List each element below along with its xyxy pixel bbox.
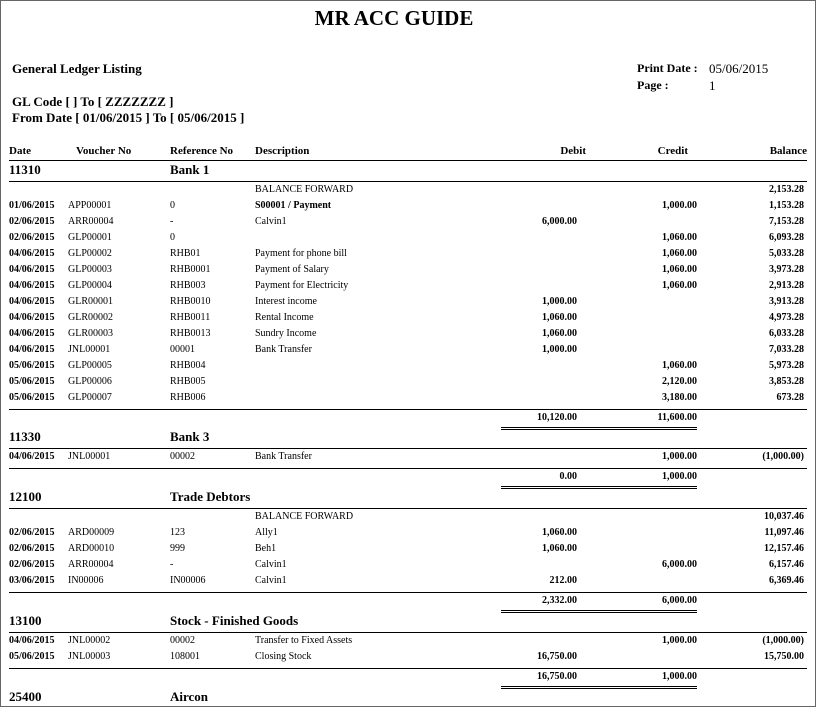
row-date: 03/06/2015 xyxy=(9,575,55,586)
row-reference: RHB0001 xyxy=(170,264,211,275)
row-description: BALANCE FORWARD xyxy=(255,511,354,522)
row-date: 05/06/2015 xyxy=(9,392,55,403)
row-date: 05/06/2015 xyxy=(9,651,55,662)
row-debit: 1,060.00 xyxy=(542,543,577,554)
table-row xyxy=(1,264,815,280)
group-code: 12100 xyxy=(9,489,42,504)
row-debit: 212.00 xyxy=(549,575,577,586)
row-description: Payment of Salary xyxy=(255,264,329,275)
row-reference: 108001 xyxy=(170,651,200,662)
row-date: 04/06/2015 xyxy=(9,264,55,275)
row-balance: 2,153.28 xyxy=(769,184,804,195)
total-double-rule-2 xyxy=(501,612,697,613)
row-credit: 1,060.00 xyxy=(662,232,697,243)
row-balance: 11,097.46 xyxy=(764,527,804,538)
table-row xyxy=(1,200,815,216)
col-balance: Balance xyxy=(769,145,807,157)
group-name: Bank 3 xyxy=(170,429,210,444)
group-rule xyxy=(9,448,807,449)
row-reference: - xyxy=(170,216,174,227)
group-total xyxy=(1,595,815,609)
total-double-rule-1 xyxy=(501,427,697,428)
row-voucher: GLR00001 xyxy=(68,296,113,307)
row-voucher: ARD00009 xyxy=(68,527,115,538)
row-balance: 3,913.28 xyxy=(769,296,804,307)
row-voucher: ARR00004 xyxy=(68,559,114,570)
group-bottom-rule xyxy=(9,592,807,593)
group-bottom-rule xyxy=(9,409,807,410)
total-double-rule-2 xyxy=(501,488,697,489)
report-title: MR ACC GUIDE xyxy=(314,6,474,30)
row-reference: RHB0011 xyxy=(170,312,211,323)
group-name: Stock - Finished Goods xyxy=(170,613,299,628)
row-balance: 6,369.46 xyxy=(769,575,804,586)
row-balance: 6,157.46 xyxy=(769,559,804,570)
row-date: 04/06/2015 xyxy=(9,280,55,291)
total-debit: 2,332.00 xyxy=(542,595,577,606)
row-date: 05/06/2015 xyxy=(9,376,55,387)
row-description: Transfer to Fixed Assets xyxy=(255,635,353,646)
row-description: Calvin1 xyxy=(255,559,287,570)
group-header xyxy=(1,162,815,180)
row-debit: 6,000.00 xyxy=(542,216,577,227)
table-row xyxy=(1,575,815,591)
group-rule xyxy=(9,181,807,182)
row-balance: 5,033.28 xyxy=(769,248,804,259)
row-date: 04/06/2015 xyxy=(9,248,55,259)
table-row xyxy=(1,543,815,559)
row-credit: 3,180.00 xyxy=(662,392,697,403)
row-date: 02/06/2015 xyxy=(9,216,55,227)
print-date-value: 05/06/2015 xyxy=(709,61,769,76)
col-debit: Debit xyxy=(560,145,586,157)
row-reference: 0 xyxy=(170,232,175,243)
row-credit: 2,120.00 xyxy=(662,376,697,387)
total-credit: 6,000.00 xyxy=(662,595,697,606)
row-balance: 15,750.00 xyxy=(764,651,804,662)
row-balance: 12,157.46 xyxy=(764,543,804,554)
total-double-rule-1 xyxy=(501,610,697,611)
row-description: Rental Income xyxy=(255,312,314,323)
row-balance: 7,153.28 xyxy=(769,216,804,227)
row-date: 04/06/2015 xyxy=(9,344,55,355)
row-credit: 1,000.00 xyxy=(662,635,697,646)
row-balance: 3,853.28 xyxy=(769,376,804,387)
row-voucher: JNL00002 xyxy=(68,635,111,646)
row-credit: 1,060.00 xyxy=(662,280,697,291)
row-balance: 10,037.46 xyxy=(764,511,804,522)
report-name: General Ledger Listing xyxy=(12,61,142,76)
row-date: 04/06/2015 xyxy=(9,635,55,646)
row-debit: 16,750.00 xyxy=(537,651,577,662)
group-bottom-rule xyxy=(9,468,807,469)
row-credit: 6,000.00 xyxy=(662,559,697,570)
group-code: 11330 xyxy=(9,429,41,444)
row-debit: 1,060.00 xyxy=(542,328,577,339)
group-header xyxy=(1,613,815,631)
group-total xyxy=(1,671,815,685)
header-rule xyxy=(9,160,807,161)
table-row xyxy=(1,328,815,344)
row-balance: 5,973.28 xyxy=(769,360,804,371)
group-total xyxy=(1,471,815,485)
table-row xyxy=(1,216,815,232)
col-description: Description xyxy=(255,145,310,157)
gl-code-range: GL Code [ ] To [ ZZZZZZZ ] xyxy=(12,94,174,109)
row-reference: 999 xyxy=(170,543,185,554)
table-row xyxy=(1,392,815,408)
total-debit: 0.00 xyxy=(559,471,577,482)
table-row xyxy=(1,559,815,575)
group-header xyxy=(1,429,815,447)
print-date-label: Print Date : xyxy=(637,61,698,75)
row-voucher: GLP00007 xyxy=(68,392,112,403)
row-date: 04/06/2015 xyxy=(9,296,55,307)
row-debit: 1,060.00 xyxy=(542,312,577,323)
group-header xyxy=(1,689,815,707)
row-description: Bank Transfer xyxy=(255,451,312,462)
date-range: From Date [ 01/06/2015 ] To [ 05/06/2015 ] xyxy=(12,110,245,125)
table-row xyxy=(1,312,815,328)
row-balance: 6,093.28 xyxy=(769,232,804,243)
row-voucher: GLP00002 xyxy=(68,248,112,259)
page-label: Page : xyxy=(637,78,669,92)
row-credit: 1,060.00 xyxy=(662,264,697,275)
row-description: Payment for Electricity xyxy=(255,280,349,291)
total-double-rule-2 xyxy=(501,429,697,430)
row-voucher: GLP00004 xyxy=(68,280,112,291)
row-balance: (1,000.00) xyxy=(762,635,804,646)
row-balance: (1,000.00) xyxy=(762,451,804,462)
table-row xyxy=(1,635,815,651)
group-rule xyxy=(9,508,807,509)
row-description: Ally1 xyxy=(255,527,278,538)
row-debit: 1,060.00 xyxy=(542,527,577,538)
row-reference: RHB003 xyxy=(170,280,206,291)
row-balance: 3,973.28 xyxy=(769,264,804,275)
row-credit: 1,000.00 xyxy=(662,451,697,462)
col-reference: Reference No xyxy=(170,145,234,157)
row-reference: 123 xyxy=(170,527,185,538)
row-balance: 6,033.28 xyxy=(769,328,804,339)
group-code: 11310 xyxy=(9,162,41,177)
group-bottom-rule xyxy=(9,668,807,669)
row-reference: RHB006 xyxy=(170,392,206,403)
total-debit: 16,750.00 xyxy=(537,671,577,682)
total-debit: 10,120.00 xyxy=(537,412,577,423)
row-credit: 1,060.00 xyxy=(662,360,697,371)
row-reference: 00002 xyxy=(170,451,195,462)
table-row xyxy=(1,296,815,312)
row-reference: RHB01 xyxy=(170,248,201,259)
row-reference: RHB0010 xyxy=(170,296,211,307)
row-balance: 4,973.28 xyxy=(769,312,804,323)
row-balance: 7,033.28 xyxy=(769,344,804,355)
row-voucher: GLP00003 xyxy=(68,264,112,275)
table-row xyxy=(1,184,815,200)
table-row xyxy=(1,511,815,527)
col-date: Date xyxy=(9,145,31,157)
row-voucher: APP00001 xyxy=(68,200,112,211)
total-credit: 11,600.00 xyxy=(657,412,697,423)
row-voucher: ARD00010 xyxy=(68,543,115,554)
row-voucher: IN00006 xyxy=(68,575,104,586)
row-voucher: GLP00001 xyxy=(68,232,112,243)
row-description: Bank Transfer xyxy=(255,344,312,355)
row-voucher: GLP00006 xyxy=(68,376,112,387)
table-row xyxy=(1,280,815,296)
row-reference: RHB0013 xyxy=(170,328,211,339)
group-code: 25400 xyxy=(9,689,42,704)
total-credit: 1,000.00 xyxy=(662,671,697,682)
row-balance: 2,913.28 xyxy=(769,280,804,291)
row-description: Sundry Income xyxy=(255,328,317,339)
row-voucher: JNL00001 xyxy=(68,451,111,462)
table-row xyxy=(1,232,815,248)
row-description: Calvin1 xyxy=(255,216,287,227)
row-description: Payment for phone bill xyxy=(255,248,347,259)
row-voucher: JNL00003 xyxy=(68,651,111,662)
row-description: Closing Stock xyxy=(255,651,312,662)
col-voucher: Voucher No xyxy=(76,145,132,157)
group-name: Aircon xyxy=(170,689,209,704)
table-row xyxy=(1,248,815,264)
total-credit: 1,000.00 xyxy=(662,471,697,482)
table-row xyxy=(1,451,815,467)
row-reference: 00002 xyxy=(170,635,195,646)
total-double-rule-2 xyxy=(501,688,697,689)
row-date: 04/06/2015 xyxy=(9,312,55,323)
table-row xyxy=(1,360,815,376)
row-reference: IN00006 xyxy=(170,575,206,586)
row-description: S00001 / Payment xyxy=(255,200,332,211)
row-reference: RHB004 xyxy=(170,360,206,371)
table-row xyxy=(1,651,815,667)
row-date: 02/06/2015 xyxy=(9,527,55,538)
group-name: Bank 1 xyxy=(170,162,210,177)
table-row xyxy=(1,344,815,360)
group-code: 13100 xyxy=(9,613,42,628)
row-balance: 1,153.28 xyxy=(769,200,804,211)
row-date: 02/06/2015 xyxy=(9,543,55,554)
row-description: BALANCE FORWARD xyxy=(255,184,354,195)
table-row xyxy=(1,527,815,543)
row-voucher: GLR00002 xyxy=(68,312,113,323)
row-description: Beh1 xyxy=(255,543,277,554)
row-voucher: JNL00001 xyxy=(68,344,111,355)
total-double-rule-1 xyxy=(501,686,697,687)
group-rule xyxy=(9,632,807,633)
row-voucher: GLR00003 xyxy=(68,328,113,339)
row-date: 04/06/2015 xyxy=(9,451,55,462)
row-credit: 1,000.00 xyxy=(662,200,697,211)
row-reference: - xyxy=(170,559,174,570)
row-reference: 0 xyxy=(170,200,175,211)
row-reference: RHB005 xyxy=(170,376,206,387)
total-double-rule-1 xyxy=(501,486,697,487)
group-name: Trade Debtors xyxy=(170,489,251,504)
row-credit: 1,060.00 xyxy=(662,248,697,259)
row-voucher: ARR00004 xyxy=(68,216,114,227)
row-balance: 673.28 xyxy=(776,392,804,403)
row-date: 02/06/2015 xyxy=(9,232,55,243)
group-total xyxy=(1,412,815,426)
group-header xyxy=(1,489,815,507)
row-reference: 00001 xyxy=(170,344,195,355)
col-credit: Credit xyxy=(657,145,688,157)
row-date: 02/06/2015 xyxy=(9,559,55,570)
table-row xyxy=(1,376,815,392)
row-voucher: GLP00005 xyxy=(68,360,112,371)
row-description: Interest income xyxy=(255,296,317,307)
row-debit: 1,000.00 xyxy=(542,344,577,355)
row-date: 05/06/2015 xyxy=(9,360,55,371)
page-value: 1 xyxy=(709,78,716,93)
row-debit: 1,000.00 xyxy=(542,296,577,307)
row-date: 01/06/2015 xyxy=(9,200,55,211)
row-description: Calvin1 xyxy=(255,575,287,586)
row-date: 04/06/2015 xyxy=(9,328,55,339)
